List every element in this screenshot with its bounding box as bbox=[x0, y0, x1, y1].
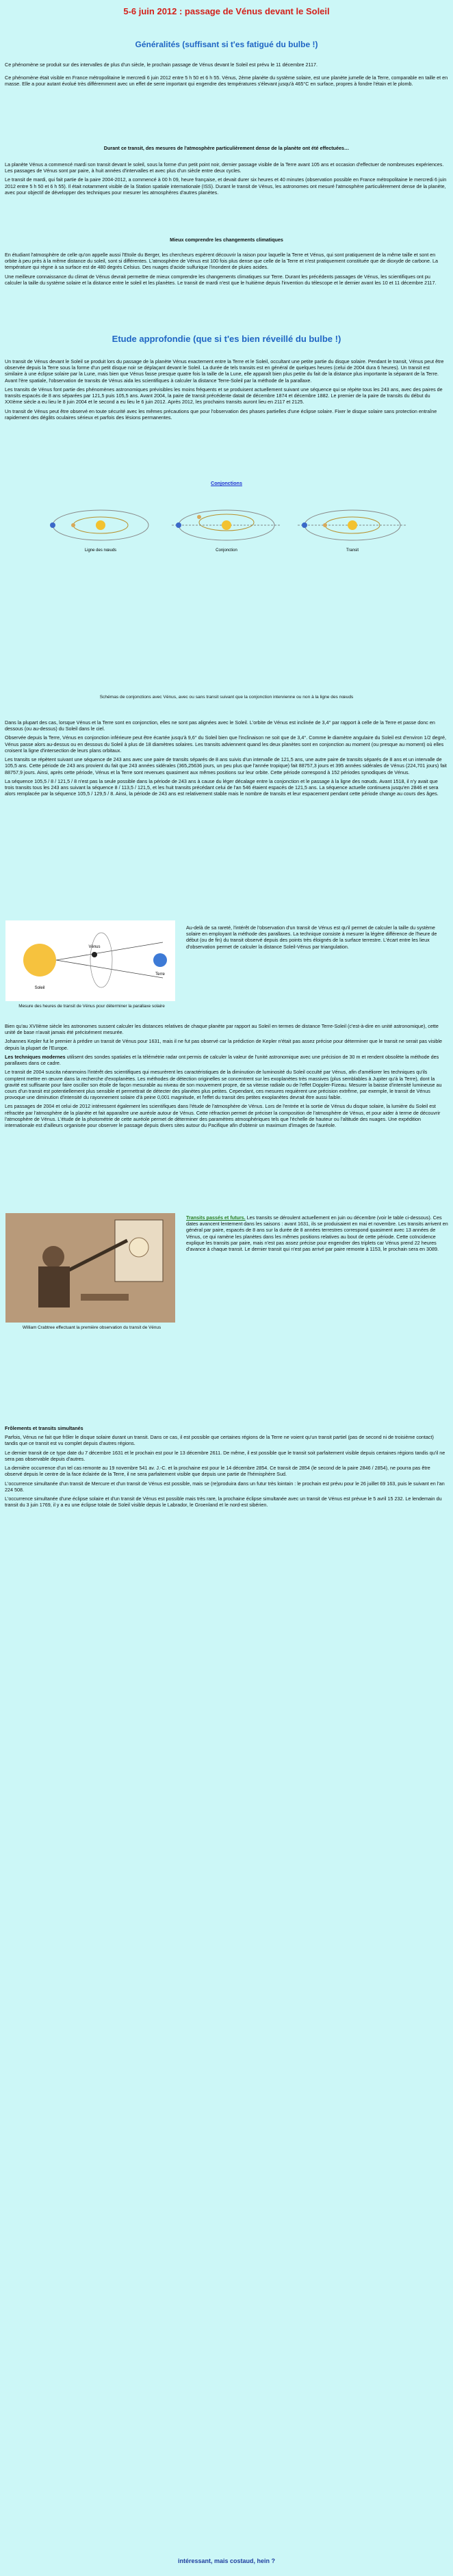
schema-label-conjunction: Conjonction bbox=[216, 548, 237, 553]
advanced-p15: Parfois, Vénus ne fait que frôler le disque solaire durant un transit. Dans ce cas, il est possible que certaines régions de la Terre ne voient qu'un transit partiel (pas de second ni de troisième contact) tandis que ce transit est vu complet depuis d'autres régions. bbox=[5, 1434, 434, 1447]
advanced-p9: Bien qu'au XVIIème siècle les astronomes sussent calculer les distances relatives de chaque planète par rapport au Soleil en termes de distance Terre-Soleil (c'est-à-dire en unité astronomique), cette unité de base n'avait jamais été précisément mesurée. bbox=[5, 1023, 439, 1036]
parallax-label-earth: Terre bbox=[155, 972, 165, 977]
advanced-p3: Un transit de Vénus peut être observé en toute sécurité avec les mêmes précautions que pour l'observation des phases partielles d'une éclipse solaire. Fixer le disque solaire sans protection entraîne rapidement des dégâts oculaires sérieux et parfois des lésions permanentes. bbox=[5, 408, 437, 421]
advanced-p17: La dernière occurrence d'un tel cas remonte au 19 novembre 541 av. J.-C. et la prochaine est pour le 14 décembre 2854. Ce transit de 2854 (le second de la paire 2846 / 2854), ne pourra pas être observé depuis le centre de la face éclairée de la Terre, il ne sera parfaitement visible que depuis une partie de l'hémisphère Sud. bbox=[5, 1465, 430, 1478]
advanced-section-title: Etude approfondie (que si t'es bien réveillé du bulbe !) bbox=[112, 334, 341, 344]
advanced-p18: L'occurrence simultanée d'un transit de Mercure et d'un transit de Vénus est possible, mais se (re)produira dans un futur très lointain : le prochain est prévu pour le 26 juillet 69 163, puis le suivant en l'an 224 508. bbox=[5, 1480, 445, 1493]
simultaneous-section bbox=[5, 1425, 448, 1511]
parallax-figure bbox=[5, 920, 175, 1001]
general-p6: Une meilleure connaissance du climat de Vénus devrait permettre de mieux comprendre les changements climatiques sur Terre. Durant les précédents passages de Vénus, les scientifiques ont pu calculer la taille du système solaire et la distance entre le soleil et les planètes. Le transit de mardi n'est que le huitième depuis l'invention du télescope et le dernier avant les 10 et 11 décembre 2117. bbox=[5, 273, 437, 286]
advanced-p6: Les transits se répètent suivant une séquence de 243 ans avec une paire de transits séparés de 8 ans suivis d'un intervalle de 121,5 ans, une autre paire de transits séparés de 8 ans et un intervalle de 105,5 ans. Cette période de 243 ans provient du fait que 243 années sidérales (365,25636 jours, un peu plus que l'année tropique) fait 88757,3 jours et 395 années sidérales de Vénus (224,701 jours) fait 88757,9 jours. Ainsi, après cette période, Vénus et la Terre sont revenues quasiment aux mêmes positions sur leur orbite. Cette période correspond à 152 périodes synodiques de Vénus. bbox=[5, 756, 447, 775]
advanced-p12: Le transit de 2004 suscita néanmoins l'intérêt des scientifiques qui mesurèrent les caractéristiques de la diminution de luminosité du Soleil occulté par Vénus, afin d'améliorer les techniques qu'ils comptent mettre en œuvre dans la recherche d'exoplanètes. Les méthodes de détection originelles se concentrent sur les exoplanètes très massives (plus semblables à Jupiter qu'à la Terre), dont la gravité est suffisante pour faire osciller son étoile de façon mesurable au niveau de son mouvement propre, de sa vitesse radiale ou de l'effet Doppler-Fizeau. Mesurer la baisse d'intensité lumineuse au cours d'un transit est potentiellement plus sensible et permettrait de détecter des planètes plus petites. Cependant, ces mesures requièrent une précision extrême, par exemple, le transit de Vénus provoque une diminution d'intensité du rayonnement solaire d'à peine 0,001 magnitude, et l'effet du transit des petites exoplanètes devrait être aussi faible. bbox=[5, 1069, 442, 1101]
simultaneous-lead: Frôlements et transits simultanés bbox=[5, 1425, 83, 1431]
general-section-title: Généralités (suffisant si t'es fatigué du bulbe !) bbox=[135, 40, 318, 49]
passed-future-lead[interactable]: Transits passés et futurs. bbox=[186, 1214, 246, 1221]
parallax-label-venus: Vénus bbox=[88, 945, 101, 949]
advanced-p14: Les transits se déroulent actuellement en juin ou décembre (voir le table ci-dessous). Ces dates avancent lentement dans les saisons : avant 1631, ils se produisaient en mai et novembre. Les transits arrivent en général par paire, espacés de 8 ans sur la durée de 8 années terrestres correspond quasiment avec 13 années de Vénus, ce qui ramène les planètes dans les mêmes positions relatives au bout de cette période. Cette coïncidence explique les transits par paire, mais n'est pas assez précise pour engendrer des triplets car Vénus prend 22 heures d'avance à chaque transit. Le dernier transit qui n'est pas arrivé par paire remonte à 1153, le prochain sera en 3089. bbox=[186, 1214, 448, 1253]
crabtree-caption: William Crabtree effectuant la première observation du transit de Vénus bbox=[22, 1325, 161, 1330]
crabtree-painting bbox=[5, 1213, 175, 1323]
advanced-p16: Le dernier transit de ce type date du 7 décembre 1631 et le prochain est pour le 13 décembre 2611. De même, il est possible que le transit soit parfaitement visible depuis certaines régions tandis qu'il ne sera pas observable depuis d'autres. bbox=[5, 1449, 445, 1462]
general-p4: Le transit de mardi, qui fait partie de la paire 2004-2012, a commencé à 00 h 09, heure française, et devait durer six heures et 40 minutes (observation possible en France métropolitaine le mercredi 6 juin 2012 entre 5 h 50 et 6 h 55). Il était notamment visible de la Station spatiale internationale (ISS). Durant le transit de Vénus, les astronomes ont mesuré l'atmosphère particulièrement dense de la planète, avec pour objectif de développer des techniques pour mesurer les atmosphères d'autres planètes. bbox=[5, 176, 447, 196]
schema-label-transit: Transit bbox=[346, 548, 359, 553]
advanced-intro bbox=[5, 358, 448, 423]
parallax-figure-svg bbox=[5, 920, 175, 1001]
advanced-p10: Johannes Kepler fut le premier à prédire un transit de Vénus pour 1631, mais il ne fut pas observé car la prédiction de Kepler n'était pas assez précise pour déterminer que le transit ne serait pas visible depuis la plupart de l'Europe. bbox=[5, 1038, 443, 1051]
general-p2: Ce phénomène était visible en France métropolitaine le mercredi 6 juin 2012 entre 5 h 50 et 6 h 55. Vénus, 2ème planète du système solaire, est une planète jumelle de la Terre, comparable en taille et en masse. Elle a pour autant évolué très différemment avec un effet de serre important qui engendre des températures s'élevant jusqu'à 465°C en surface, propres à fondre l'étain et le plomb. bbox=[5, 75, 448, 88]
general-subtitle-transit: Durant ce transit, des mesures de l'atmosphère particulièrement dense de la planète ont été effectuées… bbox=[103, 145, 350, 151]
conjunction-schema-svg bbox=[38, 494, 415, 555]
schema-caption: Schémas de conjonctions avec Vénus, avec ou sans transit suivant que la conjonction intervienne ou non à la ligne des nœuds bbox=[99, 695, 354, 700]
closing-line: intéressant, mais costaud, hein ? bbox=[177, 2558, 276, 2564]
advanced-p13: Les passages de 2004 et celui de 2012 intéressent également les scientifiques dans l'étude de l'atmosphère de Vénus. Lors de l'entrée et la sortie de Vénus du disque solaire, la lumière du Soleil est réfractée par l'atmosphère de la planète et fait apparaître une auréole autour de Vénus. Cette réfraction permet de préciser la composition de l'atmosphère de Vénus, et pour aider à terme de découvrir l'atmosphère de Vénus. L'étude de la photométrie de cette auréole permet de déterminer des paramètres atmosphériques tels que l'échelle de hauteur ou l'altitude des nuages. Une expédition internationale est d'ailleurs organisée pour observer le passage depuis divers sites autour du Pacifique afin d'obtenir un maximum d'images de l'auréole. bbox=[5, 1103, 441, 1129]
parallax-text bbox=[186, 925, 449, 950]
advanced-p5: Observée depuis la Terre, Vénus en conjonction inférieure peut être écartée jusqu'à 9,6° du Soleil bien que l'inclinaison ne soit que de 3,4°. Comme le diamètre angulaire du Soleil est d'environ 1/2 degré, Vénus passe alors au-dessus ou en dessous du Soleil à plus de 18 diamètres solaires. Les transits adviennent quand les deux planètes sont en conjonction au moment (ou presque au moment) où elles croisent la ligne d'intersection de leurs plans orbitaux. bbox=[5, 734, 447, 754]
conjunction-schema bbox=[38, 494, 415, 555]
modern-techniques-lead: Les techniques modernes bbox=[5, 1053, 66, 1060]
advanced-p4: Dans la plupart des cas, lorsque Vénus et la Terre sont en conjonction, elles ne sont pas alignées avec le Soleil. L'orbite de Vénus est inclinée de 3,4° par rapport à celle de la Terre et passe donc en dessous (ou au-dessus) du Soleil dans le ciel. bbox=[5, 719, 435, 732]
advanced-p19: L'occurrence simultanée d'une éclipse solaire et d'un transit de Vénus est possible mais très rare, la prochaine éclipse simultanée avec un transit de Vénus est prévue le 5 avril 15 232. Le lendemain du transit du 3 juin 1769, il y a eu une éclipse totale de Soleil visible depuis le Labrador, le Groenland et le nord-est sibérien. bbox=[5, 1495, 442, 1509]
passed-future-text bbox=[186, 1214, 449, 1252]
advanced-p7: La séquence 105,5 / 8 / 121,5 / 8 n'est pas la seule possible dans la période de 243 ans à cause du léger décalage entre la conjonction et le passage à la ligne des nœuds. Avant 1518, il n'y avait que trois transits tous les 243 ans suivant la séquence 8 / 113,5 / 121,5, et les huit transits précédant celui de l'an 546 étaient espacés de 121,5 ans. La séquence actuelle continuera jusqu'en 2846 et sera alors remplacée par la séquence 105,5 / 129,5 / 8. Ainsi, la période de 243 ans est relativement stable mais le nombre de transits et leur espacement pendant cette période change au cours des âges. bbox=[5, 778, 439, 797]
advanced-p2: Les transits de Vénus font partie des phénomènes astronomiques prévisibles les moins fréquents et se produisent actuellement suivant une séquence qui se répète tous les 243 ans, avec des paires de transits espacés de 8 ans séparées par 121,5 puis 105,5 ans. Avant 2004, la paire de transit précédente datait de décembre 1874 et décembre 1882. Le premier de la paire de transits du début du XXIème siècle a eu lieu le 8 juin 2004 et le second a eu lieu le 6 juin 2012. Après 2012, les prochains transits auront lieu en 2117 et 2125. bbox=[5, 386, 443, 406]
general-section bbox=[5, 62, 448, 90]
advanced-section-3 bbox=[5, 1023, 448, 1131]
parallax-label-sun: Soleil bbox=[34, 986, 45, 990]
schema-label-nodes: Ligne des nœuds bbox=[84, 548, 117, 553]
advanced-p11: utilisent des sondes spatiales et la télémétrie radar ont permis de calculer la valeur de l'unité astronomique avec une précision de 30 m et rendent obsolète la méthode des parallaxes dans ce cadre. bbox=[5, 1053, 439, 1067]
conjonctions-link[interactable]: Conjonctions bbox=[211, 480, 242, 486]
general-p3: La planète Vénus a commencé mardi son transit devant le soleil, sous la forme d'un petit point noir, dernier passage visible de la Terre avant 105 ans et occasion d'effectuer de nombreuses expériences. Les passages de Vénus sont par paire, à huit années d'intervalles et avec plus d'un siècle entre deux cycles. bbox=[5, 161, 444, 174]
advanced-p8: Au-delà de sa rareté, l'intérêt de l'observation d'un transit de Vénus est qu'il permet de calculer la taille du système solaire en employant la méthode des parallaxes. La technique consiste à mesurer la légère différence de l'heure de début (ou de fin) du transit observé depuis des points très éloignés de la surface terrestre. L'écart entre les lieux d'observation permet de calculer la distance Soleil-Vénus par triangulation. bbox=[186, 925, 437, 950]
general-section-3 bbox=[5, 252, 448, 289]
advanced-section-2 bbox=[5, 719, 448, 799]
crabtree-painting-svg bbox=[5, 1213, 175, 1323]
general-subtitle-climate: Mieux comprendre les changements climatiques bbox=[170, 237, 283, 243]
conjonctions-link-wrap bbox=[0, 480, 453, 486]
general-section-2 bbox=[5, 161, 448, 198]
page-title: 5-6 juin 2012 : passage de Vénus devant le Soleil bbox=[123, 6, 330, 16]
general-p1: Ce phénomène se produit sur des intervalles de plus d'un siècle, le prochain passage de Vénus devant le Soleil est prévu le 11 décembre 2117. bbox=[5, 62, 318, 68]
general-p5: En étudiant l'atmosphère de celle qu'on appelle aussi l'Etoile du Berger, les chercheurs espèrent découvrir la raison pour laquelle la Terre et Vénus, qui sont pratiquement de la même taille et sont en orbite à peu près à la même distance du soleil, sont si différentes. L'atmosphère de Vénus est 100 fois plus dense que celle de la Terre et n'est pratiquement constituée que de dioxyde de carbone. La température qui règne à sa surface est de 480 degrés Celsius. Des nuages d'acide sulfurique l'inondent de pluies acides. bbox=[5, 252, 438, 271]
advanced-p1: Un transit de Vénus devant le Soleil se produit lors du passage de la planète Vénus exactement entre la Terre et le Soleil, occultant une petite partie du disque solaire. Pendant le transit, Vénus peut être observée depuis la Terre sous la forme d'un petit disque noir se déplaçant devant le Soleil. La durée de tels transits est en général de quelques heures (celui de 2004 dura 6 heures). Un transit est similaire à une éclipse solaire par la Lune, mais bien que Vénus fasse presque quatre fois la taille de la Lune, elle apparaît bien plus petite du fait de la distance plus importante la séparant de la Terre. Avant l'ère spatiale, l'observation de transits de Vénus aida les scientifiques à calculer la distance Terre-Soleil par la méthode de la parallaxe. bbox=[5, 358, 444, 384]
parallax-caption: Mesure des heures de transit de Vénus pour déterminer la parallaxe solaire bbox=[18, 1004, 165, 1009]
